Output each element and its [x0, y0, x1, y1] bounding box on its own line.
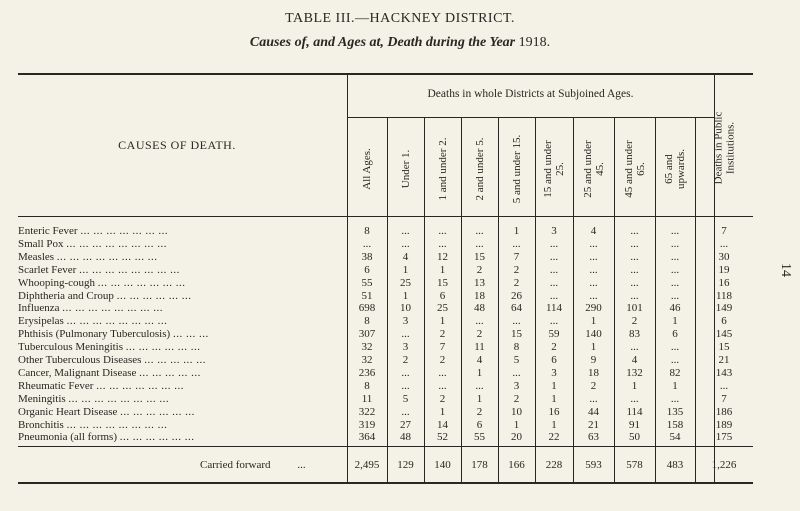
table-cell: 7	[721, 392, 727, 405]
table-cell: ...	[589, 276, 598, 289]
table-cell: 21	[588, 418, 599, 431]
table-cell: 64	[511, 302, 522, 315]
cause-name: Erysipelas	[18, 315, 67, 328]
carried-forward-cell: 178	[471, 459, 488, 471]
column-header-8	[623, 123, 647, 215]
subtitle-year: 1918.	[518, 35, 551, 50]
table-cell: 44	[588, 405, 599, 418]
table-cell: 698	[358, 302, 376, 315]
table-cell: 1	[672, 379, 678, 392]
table-cell: 189	[715, 418, 733, 431]
table-cell: ...	[475, 237, 484, 250]
table-cell: 1	[513, 225, 520, 237]
table-cell: ...	[589, 250, 598, 263]
table-cell: 158	[666, 418, 684, 431]
column-header-5	[511, 123, 523, 215]
table-cell: ...	[438, 366, 447, 379]
table-cell: 55	[474, 431, 485, 444]
table-cell: 114	[545, 302, 563, 315]
table-cell: 1	[439, 315, 446, 328]
table-cell: 6	[364, 263, 370, 276]
table-cell: ...	[512, 237, 521, 250]
table-cell: 2	[476, 405, 483, 418]
cause-name: Cancer, Malignant Disease	[18, 366, 140, 379]
leader-dots: ... ... ... ... ... ... ...	[97, 276, 186, 289]
table-cell: 10	[511, 405, 522, 418]
cause-of-death	[18, 225, 338, 238]
cause-name: Whooping-cough	[18, 276, 98, 289]
table-cell: 4	[631, 354, 638, 366]
table-cell: 175	[715, 431, 733, 444]
age-group-header: Deaths in whole Districts at Subjoined Ages.	[427, 88, 634, 100]
table-cell: 13	[474, 276, 485, 289]
table-cell: 4	[402, 250, 409, 263]
carried-forward-cell: 1,226	[711, 459, 737, 471]
table-cell: 32	[361, 354, 373, 366]
table-cell: ...	[589, 237, 598, 250]
table-cell: 1	[513, 418, 520, 431]
table-cell: ...	[475, 315, 484, 328]
cause-of-death	[18, 431, 338, 444]
table-cell: 1	[631, 379, 638, 392]
table-cell: 3	[551, 225, 557, 237]
carried-forward-cell: 166	[508, 459, 525, 471]
leader-dots: ... ... ... ... ... ...	[125, 341, 201, 354]
table-cell: 83	[629, 328, 640, 341]
table-subtitle	[0, 35, 800, 51]
page-number: 14	[778, 263, 793, 277]
carried-forward-dots: ...	[297, 459, 306, 471]
table-cell: ...	[670, 341, 680, 354]
carried-forward-cell: 593	[585, 459, 602, 471]
table-cell: 22	[548, 431, 560, 444]
column-header-line: Deaths in Public	[712, 111, 724, 184]
table-cell: 12	[437, 250, 448, 263]
table-cell: ...	[401, 237, 410, 250]
table-cell: ...	[630, 341, 639, 354]
column-header-7	[582, 123, 606, 215]
table-cell: 15	[511, 328, 522, 341]
table-cell: ...	[549, 276, 559, 289]
table-cell: ...	[719, 237, 729, 250]
leader-dots: ... ... ... ... ... ...	[119, 431, 195, 444]
table-cell: 91	[629, 418, 640, 431]
table-cell: ...	[670, 263, 680, 276]
table-cell: ...	[670, 237, 680, 250]
table-cell: ...	[670, 289, 680, 302]
column-header-line: 65 and	[663, 154, 675, 184]
table-cell: 1	[402, 289, 409, 302]
leader-dots: ... ... ... ... ...	[139, 366, 201, 379]
table-cell: ...	[549, 289, 559, 302]
table-cell: 101	[626, 302, 643, 315]
column-header-line: 25.	[554, 162, 566, 176]
cause-of-death	[18, 393, 338, 406]
table-cell: 25	[437, 302, 448, 315]
table-cell: 48	[400, 431, 411, 444]
table-cell: 15	[474, 250, 485, 263]
table-cell: 1	[476, 366, 483, 379]
table-cell: 7	[721, 225, 727, 237]
cause-of-death	[18, 367, 338, 380]
table-cell: 20	[511, 431, 522, 444]
cause-name: Small Pox	[18, 237, 67, 250]
table-cell: 8	[364, 315, 370, 328]
table-cell: ...	[589, 263, 598, 276]
table-cell: 14	[437, 418, 448, 431]
table-cell: 32	[361, 341, 373, 354]
table-cell: 46	[669, 302, 681, 315]
table-cell: ...	[630, 392, 639, 405]
table-cell: 59	[548, 328, 560, 341]
table-cell: 15	[437, 276, 448, 289]
table-cell: 3	[402, 315, 409, 328]
cause-of-death	[18, 419, 338, 432]
table-cell: 118	[715, 289, 733, 302]
table-cell: 1	[551, 379, 557, 392]
table-cell: ...	[630, 263, 639, 276]
group-rule	[347, 117, 714, 118]
cause-of-death	[18, 302, 338, 315]
table-cell: ...	[719, 379, 729, 392]
cause-of-death	[18, 251, 338, 264]
table-cell: 8	[513, 341, 520, 354]
table-cell: 82	[669, 366, 681, 379]
cause-name: Phthisis (Pulmonary Tuberculosis)	[18, 328, 173, 341]
cause-of-death	[18, 315, 338, 328]
table-cell: ...	[630, 289, 639, 302]
table-cell: 364	[358, 431, 376, 444]
table-cell: 1	[551, 418, 557, 431]
table-cell: ...	[475, 379, 484, 392]
table-cell: 3	[513, 379, 520, 392]
leader-dots: ... ... ... ... ... ... ... ...	[56, 250, 158, 263]
column-header-line: 45 and under	[622, 140, 635, 198]
table-cell: 11	[361, 392, 373, 405]
table-cell: 2	[476, 328, 483, 341]
top-rule	[18, 73, 753, 75]
cause-name: Influenza	[18, 302, 63, 315]
cause-of-death	[18, 406, 338, 419]
leader-dots: ... ... ... ... ...	[144, 354, 206, 366]
table-cell: 145	[715, 328, 733, 341]
table-cell: 19	[718, 263, 730, 276]
table-cell: 2	[513, 276, 520, 289]
table-cell: 6	[551, 354, 557, 366]
table-cell: 5	[513, 354, 520, 366]
table-cell: 149	[715, 302, 733, 315]
table-cell: 2	[631, 315, 638, 328]
table-cell: 4	[476, 354, 483, 366]
column-header-line: Under 1.	[399, 149, 412, 189]
table-cell: 9	[590, 354, 597, 366]
table-cell: ...	[512, 315, 521, 328]
cause-name: Pneumonia (all forms)	[18, 431, 120, 444]
carried-forward-cell: 2,495	[354, 459, 380, 471]
cause-of-death	[18, 238, 338, 251]
table-cell: ...	[630, 225, 639, 237]
cause-of-death	[18, 264, 338, 277]
leader-dots: ... ... ... ... ... ... ...	[80, 225, 169, 237]
column-header-1	[361, 123, 373, 215]
cause-of-death	[18, 277, 338, 290]
table-cell: 143	[715, 366, 733, 379]
bottom-rule	[18, 482, 753, 484]
table-cell: 322	[358, 405, 376, 418]
table-cell: 2	[476, 263, 483, 276]
table-cell: ...	[630, 276, 639, 289]
leader-dots: ... ... ... ... ... ...	[120, 405, 195, 418]
table-cell: 30	[718, 250, 730, 263]
table-cell: 114	[626, 405, 643, 418]
table-cell: 2	[402, 354, 409, 366]
table-cell: ...	[670, 225, 680, 237]
cause-of-death	[18, 380, 338, 393]
table-cell: 4	[590, 225, 597, 237]
table-cell: 2	[439, 354, 446, 366]
table-cell: 1	[439, 405, 446, 418]
table-cell: 63	[588, 431, 599, 444]
column-header-9	[663, 123, 687, 215]
carried-forward-cell: 129	[397, 459, 414, 471]
causes-header: CAUSES OF DEATH.	[118, 138, 236, 152]
table-cell: ...	[438, 379, 447, 392]
table-cell: ...	[670, 276, 680, 289]
table-cell: ...	[475, 225, 484, 237]
table-cell: ...	[630, 250, 639, 263]
table-cell: 2	[439, 328, 446, 341]
cause-of-death	[18, 290, 338, 303]
table-cell: 1	[672, 315, 678, 328]
table-cell: 290	[585, 302, 602, 315]
table-cell: 18	[474, 289, 485, 302]
table-cell: 319	[358, 418, 376, 431]
table-cell: 186	[715, 405, 733, 418]
table-cell: 8	[364, 379, 370, 392]
column-header-3	[437, 123, 449, 215]
table-cell: 50	[629, 431, 640, 444]
table-cell: 27	[400, 418, 411, 431]
table-cell: 1	[402, 263, 409, 276]
table-cell: 8	[364, 225, 370, 237]
column-header-line: 65.	[634, 162, 647, 176]
leader-dots: ... ... ... ... ... ... ...	[96, 379, 184, 392]
carried-forward-text: Carried forward	[200, 459, 271, 471]
column-header-line: 5 and under 15.	[510, 134, 523, 204]
cause-name: Rheumatic Fever	[18, 379, 97, 392]
column-header-line: 25 and under	[581, 140, 594, 198]
table-cell: 54	[669, 431, 681, 444]
table-cell: 5	[402, 392, 409, 405]
table-cell: 21	[718, 354, 730, 366]
table-cell: 2	[590, 379, 597, 392]
table-cell: ...	[630, 237, 639, 250]
table-cell: 2	[439, 392, 446, 405]
carried-forward-label	[200, 459, 306, 471]
table-title: TABLE III.—HACKNEY DISTRICT.	[285, 11, 515, 26]
table-cell: 1	[590, 341, 597, 354]
table-cell: 38	[361, 250, 373, 263]
table-cell: 6	[439, 289, 446, 302]
table-cell: 1	[551, 392, 557, 405]
table-cell: 6	[476, 418, 483, 431]
table-cell: ...	[670, 250, 680, 263]
column-header-line: 1 and under 2.	[436, 137, 449, 201]
cause-name: Tuberculous Meningitis	[18, 341, 126, 354]
table-cell: 51	[361, 289, 373, 302]
table-cell: ...	[549, 237, 559, 250]
leader-dots: ... ... ... ... ... ... ... ...	[66, 418, 168, 431]
cause-name: Enteric Fever	[18, 225, 81, 237]
table-cell: 1	[476, 392, 483, 405]
leader-dots: ... ... ... ... ... ... ... ...	[62, 302, 164, 315]
table-cell: 16	[548, 405, 560, 418]
table-cell: 2	[513, 392, 520, 405]
header-bottom-rule	[18, 216, 753, 217]
table-cell: 18	[588, 366, 599, 379]
cause-of-death	[18, 328, 338, 341]
table-cell: 11	[474, 341, 485, 354]
table-cell: ...	[438, 225, 447, 237]
column-header-line: Institutions.	[724, 121, 736, 174]
table-cell: ...	[401, 328, 410, 341]
leader-dots: ... ... ... ... ... ... ... ...	[66, 237, 168, 250]
table-cell: 140	[585, 328, 602, 341]
table-cell: 1	[439, 263, 446, 276]
table-cell: 10	[400, 302, 411, 315]
table-cell: ...	[438, 237, 447, 250]
table-cell: 25	[400, 276, 411, 289]
column-header-line: 15 and under	[542, 140, 554, 198]
table-cell: 7	[513, 250, 520, 263]
column-header-2	[400, 123, 412, 215]
cause-name: Organic Heart Disease	[18, 405, 121, 418]
table-cell: ...	[401, 366, 410, 379]
table-cell: 236	[358, 366, 376, 379]
table-cell: ...	[512, 366, 521, 379]
table-cell: 52	[437, 431, 448, 444]
table-cell: 6	[672, 328, 678, 341]
table-cell: ...	[549, 263, 559, 276]
leader-dots: ... ... ...	[172, 328, 209, 341]
table-cell: 1	[590, 315, 597, 328]
leader-dots: ... ... ... ... ... ...	[116, 289, 192, 302]
table-cell: ...	[401, 379, 410, 392]
table-cell: ...	[670, 354, 680, 366]
table-cell: 2	[551, 341, 557, 354]
table-cell: ...	[670, 392, 680, 405]
table-cell: ...	[401, 405, 410, 418]
cause-name: Bronchitis	[18, 418, 67, 431]
cause-name: Meningitis	[18, 392, 69, 405]
table-cell: 7	[439, 341, 446, 354]
carried-forward-cell: 578	[626, 459, 643, 471]
leader-dots: ... ... ... ... ... ... ... ...	[66, 315, 168, 328]
carried-forward-cell: 140	[434, 459, 451, 471]
table-cell: ...	[549, 315, 559, 328]
column-header-line: 2 and under 5.	[473, 137, 486, 201]
table-cell: 307	[358, 328, 376, 341]
table-cell: 132	[626, 366, 643, 379]
table-cell: 48	[474, 302, 485, 315]
table-cell: ...	[589, 289, 598, 302]
carried-forward-top-rule	[18, 446, 753, 447]
column-header-6	[542, 123, 566, 215]
table-cell: ...	[362, 237, 372, 250]
table-cell: 15	[718, 341, 730, 354]
table-cell: 135	[666, 405, 684, 418]
column-header-4	[474, 123, 486, 215]
cause-of-death	[18, 354, 338, 367]
table-cell: 16	[718, 276, 730, 289]
table-cell: 3	[402, 341, 409, 354]
table-cell: 6	[721, 315, 727, 328]
cause-name: Diphtheria and Croup	[18, 289, 117, 302]
column-header-line: upwards.	[675, 148, 687, 190]
cause-of-death	[18, 341, 338, 354]
cause-name: Scarlet Fever	[18, 263, 80, 276]
carried-forward-cell: 483	[666, 459, 684, 471]
cause-name: Other Tuberculous Diseases	[18, 354, 145, 366]
cause-name: Measles	[18, 250, 57, 263]
table-cell: 55	[361, 276, 373, 289]
subtitle-text: Causes of, and Ages at, Death during the Year	[249, 35, 516, 50]
table-cell: 2	[513, 263, 520, 276]
table-cell: 26	[511, 289, 522, 302]
table-cell: ...	[549, 250, 559, 263]
table-cell: ...	[589, 392, 598, 405]
column-header-line: All Ages.	[361, 148, 373, 190]
column-header-line: 45.	[593, 162, 606, 176]
leader-dots: ... ... ... ... ... ... ... ...	[79, 263, 180, 276]
table-cell: ...	[401, 225, 410, 237]
column-header-10	[712, 80, 736, 215]
leader-dots: ... ... ... ... ... ... ... ...	[68, 392, 170, 405]
carried-forward-cell: 228	[545, 459, 563, 471]
table-cell: 3	[551, 366, 557, 379]
